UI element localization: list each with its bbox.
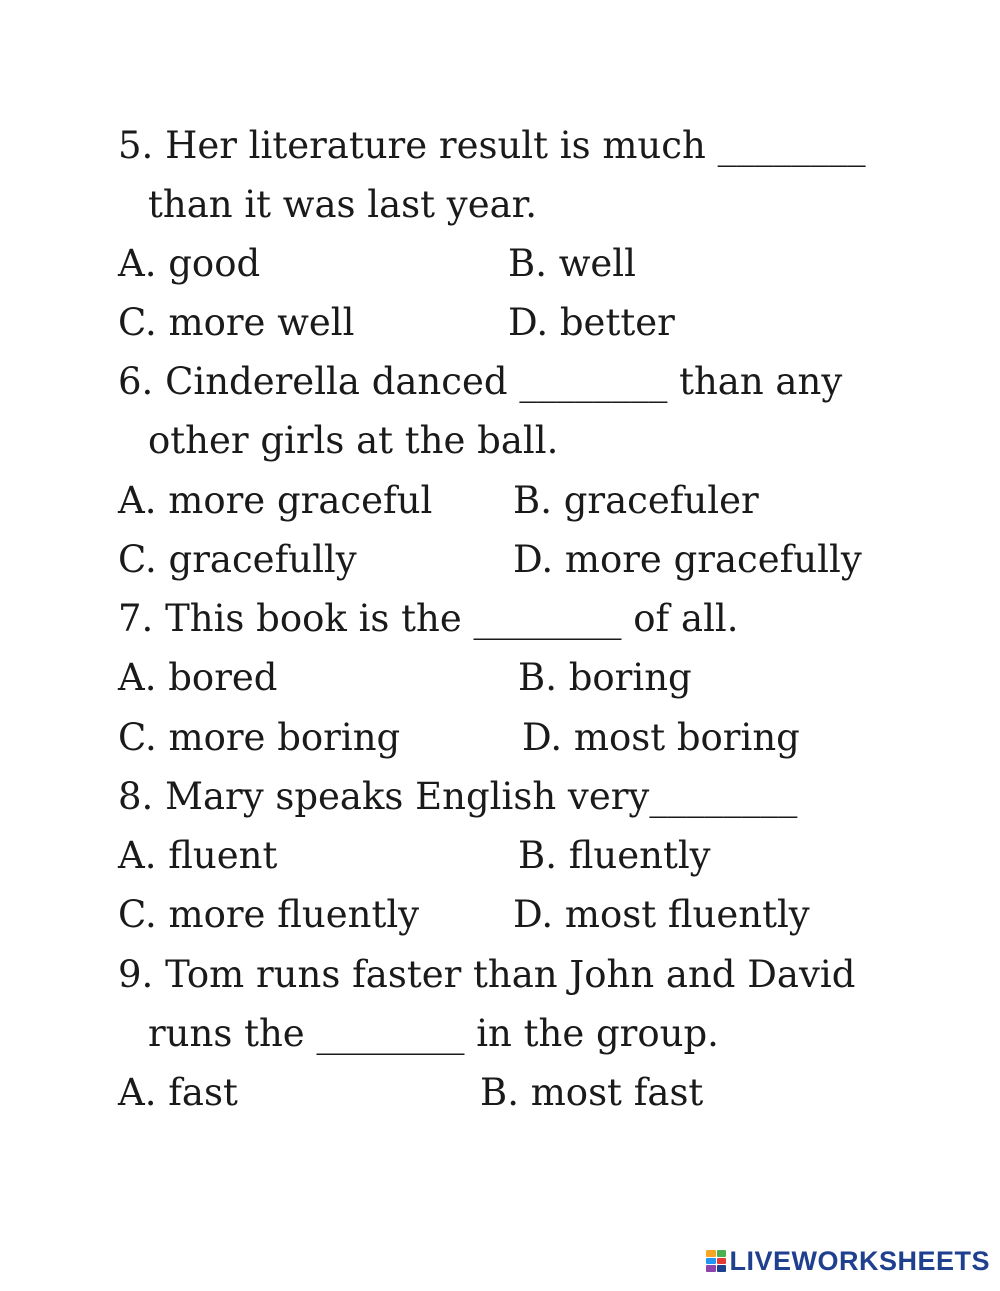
liveworksheets-logo-icon xyxy=(706,1250,726,1272)
question-5-stem-line-2: than it was last year. xyxy=(148,183,538,226)
liveworksheets-logo xyxy=(706,1247,990,1275)
question-8-option-c: C. more fluently xyxy=(118,893,420,936)
question-8-option-d: D. most fluently xyxy=(513,893,810,936)
question-8-stem-line-1: 8. Mary speaks English very________ xyxy=(118,775,798,818)
question-6-option-a: A. more graceful xyxy=(118,479,433,522)
question-5-option-c: C. more well xyxy=(118,301,355,344)
question-9-option-b: B. most fast xyxy=(480,1071,704,1114)
question-9-stem-line-2: runs the ________ in the group. xyxy=(148,1012,719,1055)
question-5-option-d: D. better xyxy=(508,301,675,344)
question-7-stem-line-1: 7. This book is the ________ of all. xyxy=(118,597,739,640)
question-8-option-b: B. fluently xyxy=(518,834,711,877)
question-8-option-a: A. fluent xyxy=(118,834,278,877)
question-6-option-d: D. more gracefully xyxy=(513,538,862,581)
question-7-option-a: A. bored xyxy=(118,656,278,699)
question-5-option-b: B. well xyxy=(508,242,636,285)
question-6-stem-line-2: other girls at the ball. xyxy=(148,419,559,462)
question-7-option-d: D. most boring xyxy=(522,716,800,759)
question-6-option-c: C. gracefully xyxy=(118,538,357,581)
question-6-option-b: B. gracefuler xyxy=(513,479,759,522)
question-6-stem-line-1: 6. Cinderella danced ________ than any xyxy=(118,360,843,403)
question-5-option-a: A. good xyxy=(118,242,261,285)
question-9-option-a: A. fast xyxy=(118,1071,238,1114)
question-5-stem-line-1: 5. Her literature result is much ________ xyxy=(118,124,866,167)
logo-text: LIVEWORKSHEETS xyxy=(729,1246,990,1276)
question-7-option-c: C. more boring xyxy=(118,716,401,759)
question-7-option-b: B. boring xyxy=(518,656,692,699)
question-9-stem-line-1: 9. Tom runs faster than John and David xyxy=(118,953,856,996)
